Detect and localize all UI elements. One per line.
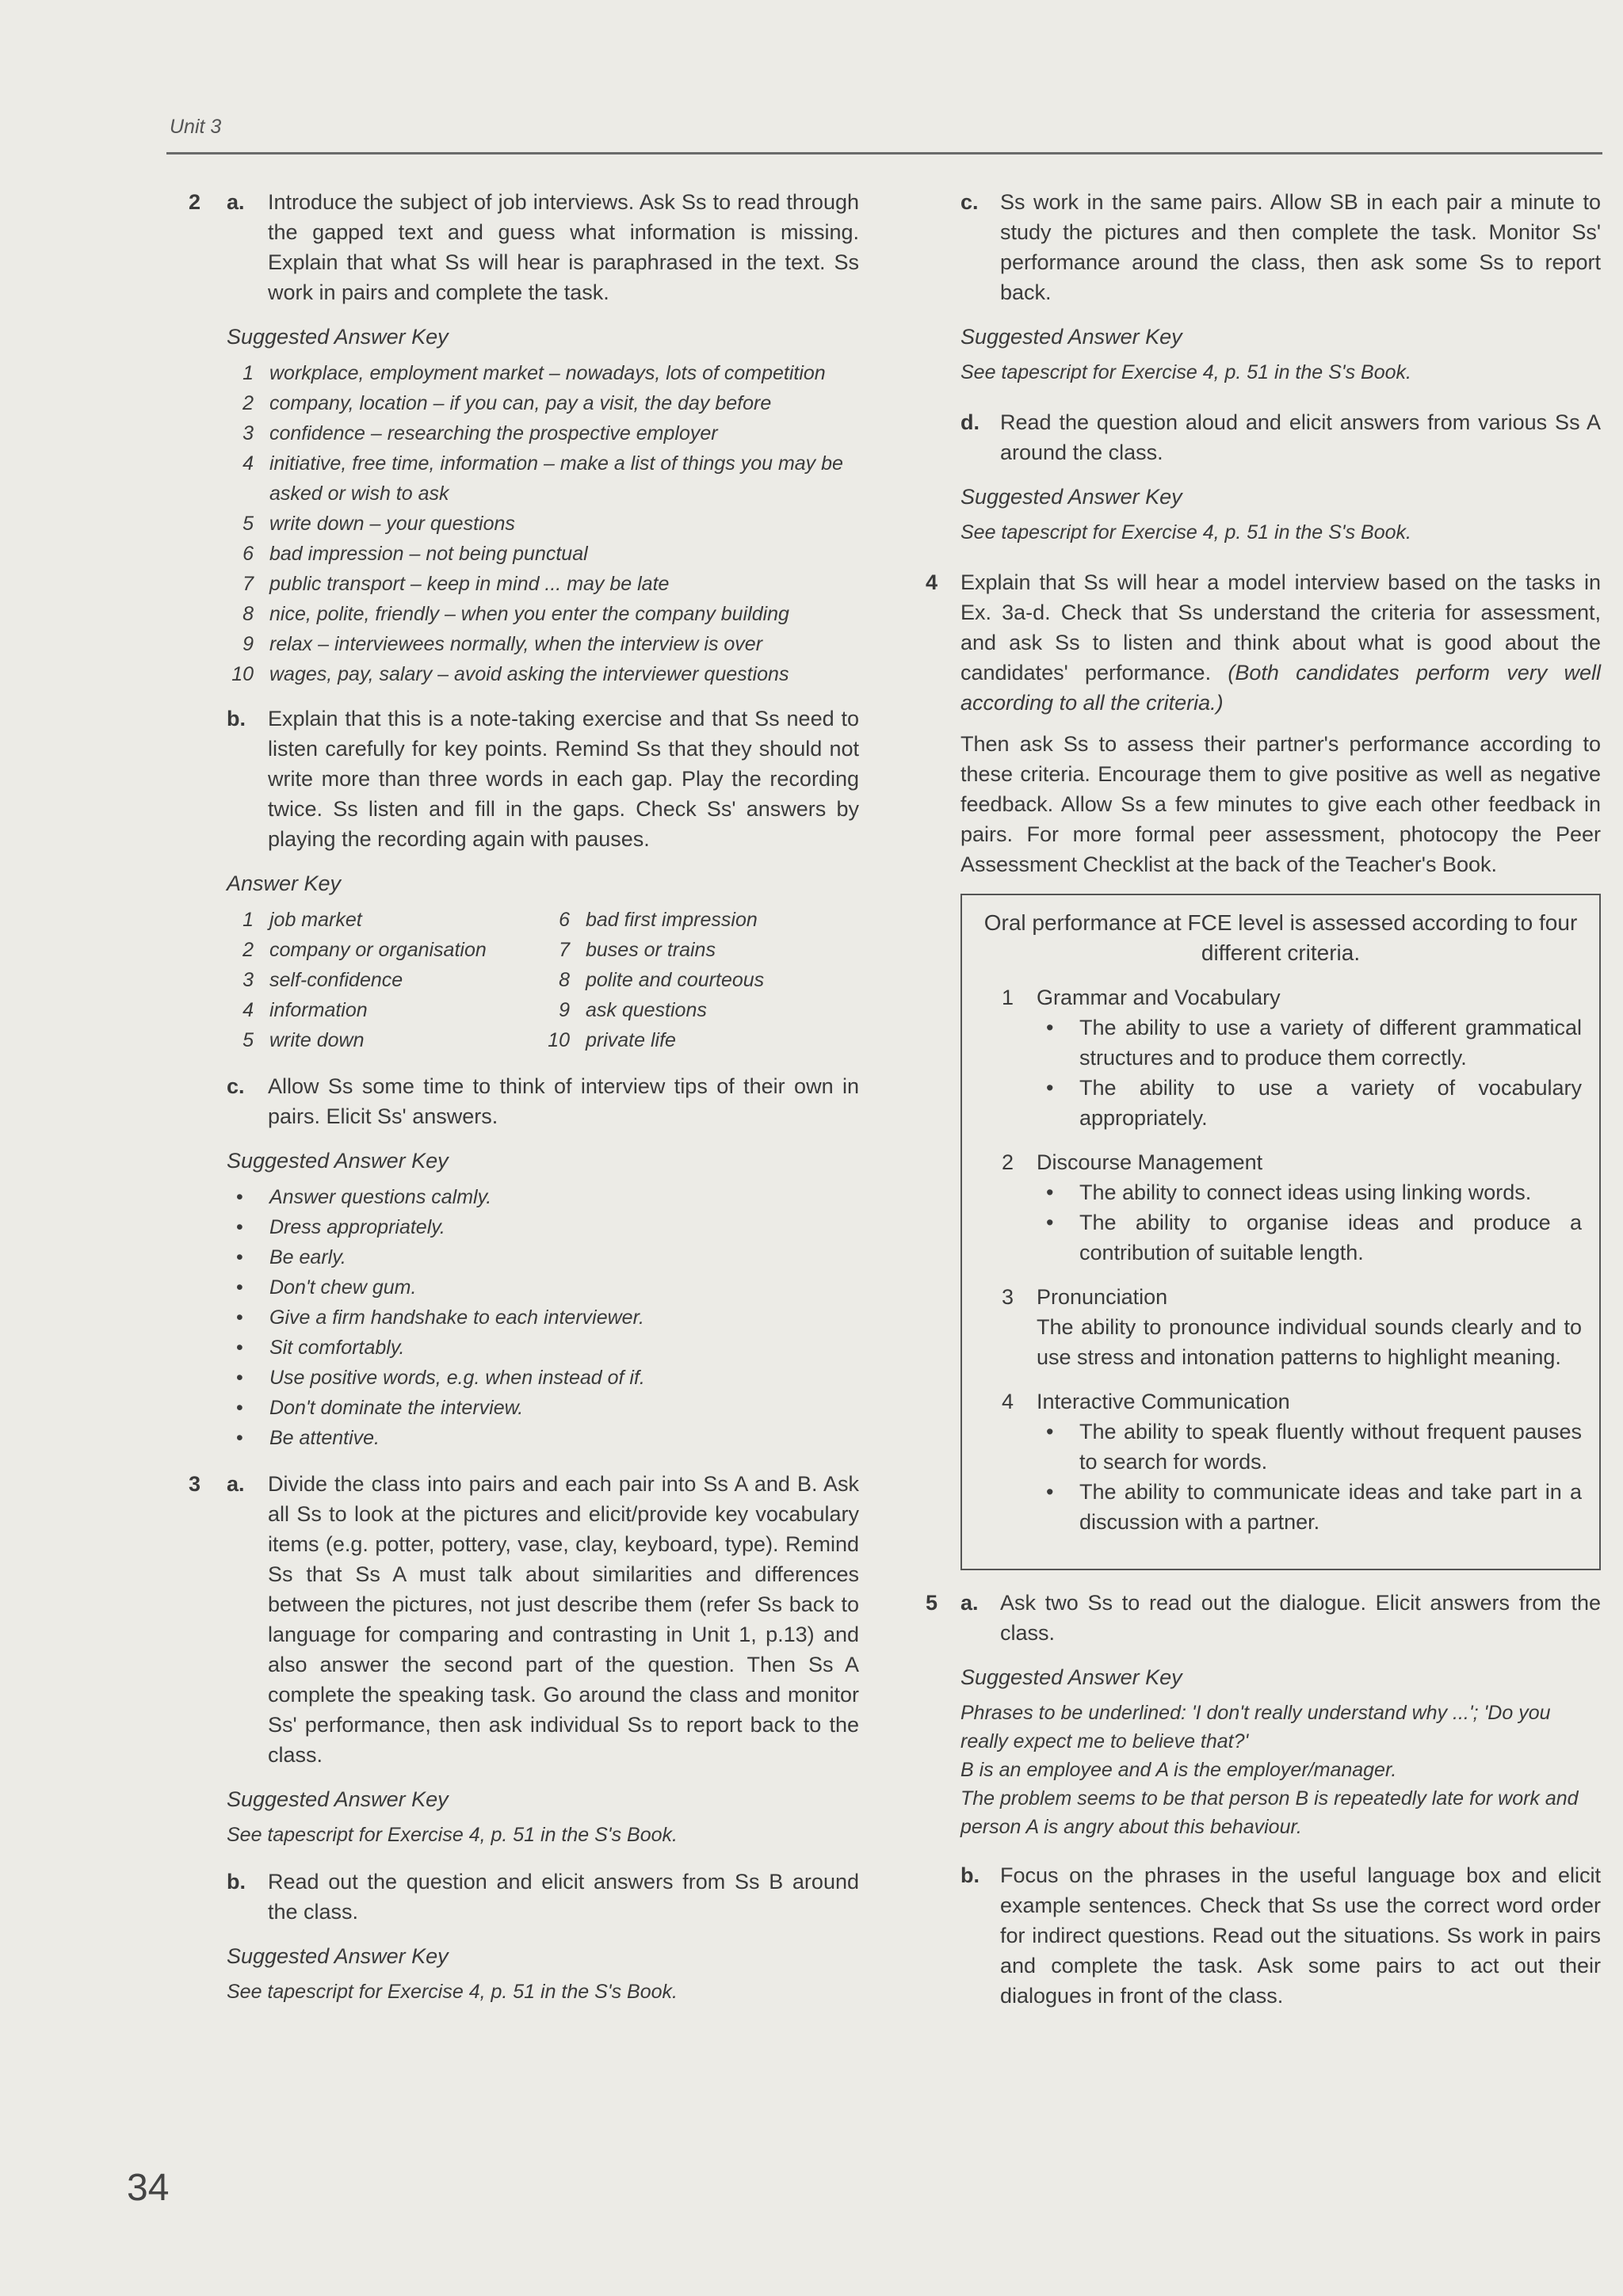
left-column [179, 187, 859, 2006]
exercise-letter: a. [227, 1472, 245, 1496]
item-text: write down – your questions [269, 513, 515, 535]
list-item [227, 599, 859, 629]
criterion-number: 4 [1002, 1390, 1014, 1413]
criterion [980, 1282, 1582, 1372]
item-number: 3 [242, 422, 254, 444]
criterion-point: • The ability to connect ideas using linking words. [1037, 1177, 1582, 1207]
item-number: 9 [242, 633, 254, 655]
answer-number: 5 [242, 1029, 254, 1051]
exercise-3d [921, 407, 1601, 467]
exercise-5a [921, 1588, 1601, 1648]
exercise-text-2: Then ask Ss to assess their partner's performance according to these criteria. Encourage them to give positive as well as negative feedback. Allow Ss a few minutes to give each other feedback in pairs. For more formal peer assessment, photocopy the Peer Assessment Checklist at the back of the Teacher's Book. [960, 732, 1601, 876]
item-number: 6 [242, 543, 254, 565]
tip-item: • Use positive words, e.g. when instead of if. [227, 1363, 859, 1393]
exercise-letter: c. [960, 190, 979, 214]
tip-item: • Answer questions calmly. [227, 1182, 859, 1212]
answer-text: company or organisation [269, 939, 487, 961]
item-text: public transport – keep in mind ... may be late [269, 573, 670, 595]
exercise-number: 5 [926, 1591, 938, 1615]
item-text: initiative, free time, information – make a list of things you may be asked or wish to ask [269, 452, 843, 505]
exercise-letter: a. [960, 1591, 979, 1615]
answer-key-list [227, 358, 859, 689]
answer-number: 4 [242, 999, 254, 1021]
key-title: Suggested Answer Key [227, 1944, 449, 1968]
criterion-name: Discourse Management [1037, 1150, 1263, 1174]
exercise-text: Ss work in the same pairs. Allow SB in each pair a minute to study the pictures and then complete the task. Monitor Ss' performance around the class, then ask some Ss to report back. [1000, 190, 1601, 304]
key-title: Suggested Answer Key [960, 485, 1182, 509]
answer-cell [227, 995, 543, 1025]
exercise-letter: c. [227, 1074, 245, 1098]
key-title: Suggested Answer Key [960, 325, 1182, 349]
exercise-4 [921, 567, 1601, 879]
key-text: Phrases to be underlined: 'I don't really understand why ...'; 'Do you really expect me to believe that?' [960, 1702, 1551, 1753]
key-title: Suggested Answer Key [960, 1665, 1182, 1689]
criterion-number: 3 [1002, 1285, 1014, 1309]
answer-number: 8 [559, 969, 570, 991]
criterion [980, 1147, 1582, 1268]
item-text: company, location – if you can, pay a visit, the day before [269, 392, 772, 414]
exercise-3b [179, 1867, 859, 1927]
answer-cell [227, 965, 543, 995]
key-text: See tapescript for Exercise 4, p. 51 in the S's Book. [960, 361, 1411, 383]
item-number: 1 [242, 362, 254, 384]
exercise-text: Divide the class into pairs and each pair into Ss A and B. Ask all Ss to look at the pictures and elicit/provide key vocabulary items (e.g. potter, pottery, vase, clay, keyboard, type). Remind Ss that Ss A must talk about similarities and differences between the pictures, not just describe them (refer Ss back to language for comparing and contrasting in Unit 1, p.13) and also answer the second part of the question. Then Ss A complete the speaking task. Go around the class and monitor Ss' performance, then ask individual Ss to report back to the class. [268, 1472, 859, 1767]
exercise-3a [179, 1469, 859, 1770]
answer-cell [227, 905, 543, 935]
key-text: See tapescript for Exercise 4, p. 51 in the S's Book. [227, 1981, 678, 2003]
answer-text: write down [269, 1029, 365, 1051]
key-title: Answer Key [227, 871, 342, 895]
answer-key-grid [227, 905, 859, 1055]
item-text: workplace, employment market – nowadays, lots of competition [269, 362, 826, 384]
key-text: See tapescript for Exercise 4, p. 51 in the S's Book. [960, 521, 1411, 543]
key-text: B is an employee and A is the employer/manager. [960, 1759, 1397, 1781]
tip-item: • Sit comfortably. [227, 1333, 859, 1363]
answer-cell [543, 1025, 859, 1055]
exercise-number: 2 [189, 190, 201, 214]
key-title: Suggested Answer Key [227, 325, 449, 349]
tip-item: • Be attentive. [227, 1423, 859, 1453]
item-text: bad impression – not being punctual [269, 543, 588, 565]
exercise-text: Read out the question and elicit answers from Ss B around the class. [268, 1870, 859, 1924]
exercise-number: 3 [189, 1472, 201, 1496]
exercise-text: Explain that this is a note-taking exercise and that Ss need to listen carefully for key points. Remind Ss that they should not write more than three words in each gap. Play the recording twice. Ss listen and fill in the gaps. Check Ss' answers by playing the recording again with pauses. [268, 707, 859, 851]
list-item [227, 358, 859, 388]
answer-number: 10 [548, 1029, 570, 1051]
exercise-letter: b. [227, 1870, 246, 1894]
criterion-points [1037, 1013, 1582, 1133]
exercise-text: Read the question aloud and elicit answers from various Ss A around the class. [1000, 410, 1601, 464]
criterion [980, 982, 1582, 1133]
exercise-text: Ask two Ss to read out the dialogue. Elicit answers from the class. [1000, 1591, 1601, 1645]
item-text: wages, pay, salary – avoid asking the interviewer questions [269, 663, 789, 685]
answer-text: buses or trains [586, 939, 716, 961]
answer-number: 2 [242, 939, 254, 961]
key-text: See tapescript for Exercise 4, p. 51 in the S's Book. [227, 1824, 678, 1846]
answer-number: 7 [559, 939, 570, 961]
answer-text: polite and courteous [586, 969, 765, 991]
answer-cell [543, 905, 859, 935]
exercise-text: Explain that Ss will hear a model interview based on the tasks in Ex. 3a-d. Check that Ss understand the criteria for assessment, and ask Ss to listen and think about what is good about the candidates' performance. [960, 570, 1601, 685]
answer-cell [543, 965, 859, 995]
answer-text: self-confidence [269, 969, 403, 991]
list-item [227, 388, 859, 418]
exercise-letter: d. [960, 410, 980, 434]
answer-cell [543, 995, 859, 1025]
item-number: 5 [242, 513, 254, 535]
tip-item: • Don't dominate the interview. [227, 1393, 859, 1423]
answer-number: 6 [559, 909, 570, 931]
answer-text: information [269, 999, 368, 1021]
list-item [227, 629, 859, 659]
exercise-text: Introduce the subject of job interviews. Ask Ss to read through the gapped text and guess what information is missing. Explain that what Ss will hear is paraphrased in the text. Ss work in pairs and complete the task. [268, 190, 859, 304]
criterion-point: • The ability to use a variety of vocabulary appropriately. [1037, 1073, 1582, 1133]
criterion-point: • The ability to communicate ideas and take part in a discussion with a partner. [1037, 1477, 1582, 1537]
answer-text: ask questions [586, 999, 707, 1021]
answer-number: 9 [559, 999, 570, 1021]
exercise-2a [179, 187, 859, 307]
criteria-list [980, 982, 1582, 1537]
criterion-number: 1 [1002, 986, 1014, 1009]
item-number: 8 [242, 603, 254, 625]
item-text: confidence – researching the prospective employer [269, 422, 718, 444]
exercise-5b [921, 1860, 1601, 2011]
criterion-points [1037, 1177, 1582, 1268]
answer-cell [543, 935, 859, 965]
exercise-2c [179, 1071, 859, 1131]
answer-text: bad first impression [586, 909, 758, 931]
tip-item: • Dress appropriately. [227, 1212, 859, 1242]
criterion-description: The ability to pronounce individual sounds clearly and to use stress and intonation patterns to highlight meaning. [1037, 1315, 1582, 1369]
answer-cell [227, 1025, 543, 1055]
exercise-letter: a. [227, 190, 245, 214]
tip-item: • Give a firm handshake to each interviewer. [227, 1302, 859, 1333]
key-title: Suggested Answer Key [227, 1149, 449, 1173]
page-number: 34 [127, 2167, 170, 2209]
exercise-letter: b. [227, 707, 246, 730]
criterion-point: • The ability to use a variety of different grammatical structures and to produce them correctly. [1037, 1013, 1582, 1073]
answer-text: private life [586, 1029, 676, 1051]
item-number: 2 [242, 392, 254, 414]
criteria-box [960, 894, 1601, 1570]
criterion-points [1037, 1417, 1582, 1537]
item-number: 10 [231, 663, 254, 685]
tip-item: • Don't chew gum. [227, 1272, 859, 1302]
answer-cell [227, 935, 543, 965]
key-text: The problem seems to be that person B is repeatedly late for work and person A is angry about this behaviour. [960, 1787, 1579, 1838]
criterion [980, 1386, 1582, 1537]
list-item [227, 569, 859, 599]
item-number: 4 [242, 452, 254, 475]
key-title: Suggested Answer Key [227, 1787, 449, 1811]
criterion-name: Interactive Communication [1037, 1390, 1290, 1413]
criterion-point: • The ability to organise ideas and produce a contribution of suitable length. [1037, 1207, 1582, 1268]
answer-text: job market [269, 909, 362, 931]
tip-item: • Be early. [227, 1242, 859, 1272]
tips-list [227, 1182, 859, 1453]
exercise-text: Allow Ss some time to think of interview tips of their own in pairs. Elicit Ss' answers. [268, 1074, 859, 1128]
criterion-name: Pronunciation [1037, 1285, 1168, 1309]
unit-header: Unit 3 [170, 116, 222, 138]
item-number: 7 [242, 573, 254, 595]
item-text: nice, polite, friendly – when you enter the company building [269, 603, 789, 625]
list-item [227, 509, 859, 539]
list-item [227, 539, 859, 569]
list-item [227, 659, 859, 689]
criterion-name: Grammar and Vocabulary [1037, 986, 1281, 1009]
exercise-number: 4 [926, 570, 938, 594]
list-item [227, 418, 859, 448]
item-text: relax – interviewees normally, when the interview is over [269, 633, 763, 655]
right-column [921, 187, 1601, 2025]
answer-number: 3 [242, 969, 254, 991]
criterion-number: 2 [1002, 1150, 1014, 1174]
exercise-3c [921, 187, 1601, 307]
criteria-box-title: Oral performance at FCE level is assessed according to four different criteria. [983, 910, 1578, 965]
answer-number: 1 [242, 909, 254, 931]
criterion-point: • The ability to speak fluently without frequent pauses to search for words. [1037, 1417, 1582, 1477]
header-rule [166, 152, 1602, 154]
list-item [227, 448, 859, 509]
exercise-text: Focus on the phrases in the useful language box and elicit example sentences. Check that Ss use the correct word order for indirect questions. Read out the situations. Ss work in pairs and complete the task. Ask some pairs to act out their dialogues in front of the class. [1000, 1863, 1601, 2008]
exercise-letter: b. [960, 1863, 980, 1887]
exercise-2b [179, 704, 859, 854]
exercise-note: (Both candidates perform very well according to all the criteria.) [960, 661, 1601, 715]
